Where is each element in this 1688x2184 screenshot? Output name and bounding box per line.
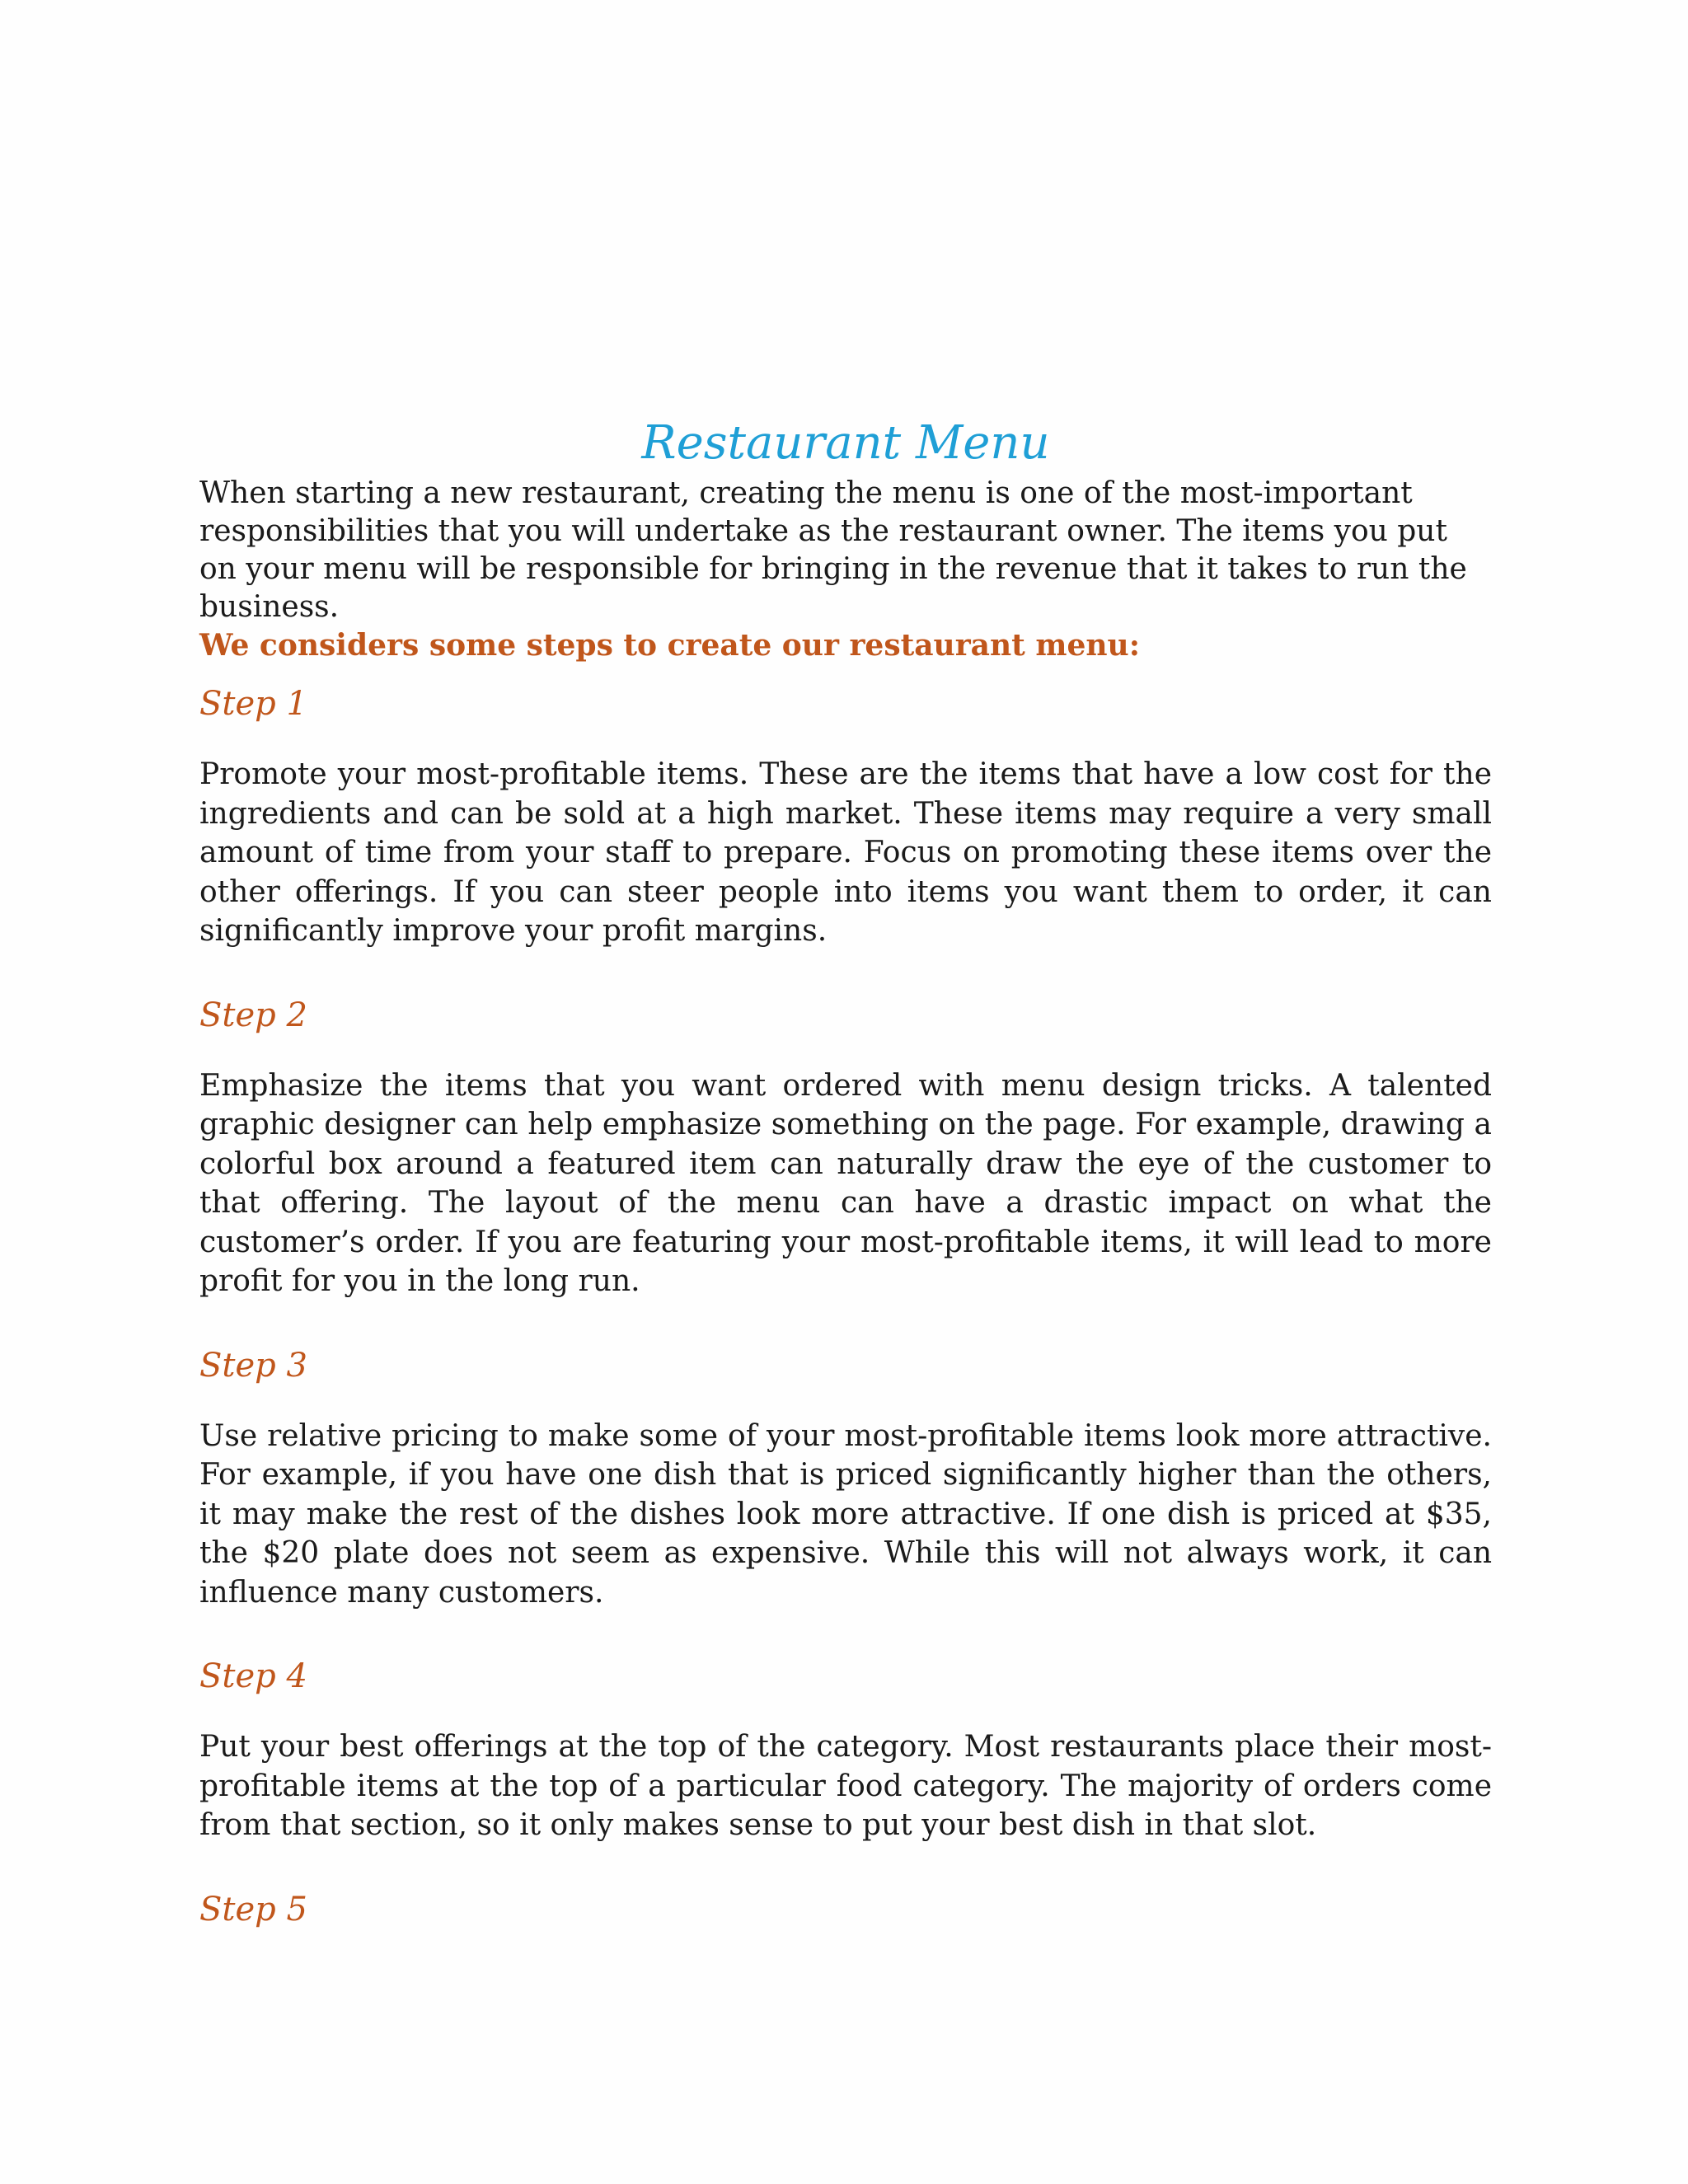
intro-paragraph: When starting a new restaurant, creating the menu is one of the most-important responsibilities that you will undertake as the restaurant owner. The items you put on your menu will be responsible for bringing in the revenue that it takes to run the business.	[199, 476, 1467, 624]
step-section-4	[199, 1653, 1492, 1845]
document-content	[199, 412, 1492, 1961]
step-text: Emphasize the items that you want ordered with menu design tricks. A talented graphic designer can help emphasize something on the page. For example, drawing a colorful box around a featured item can naturally draw the eye of the customer to that offering. The layout of the menu can have a drastic impact on what the customer’s order. If you are featuring your most-profitable items, it will lead to more profit for you in the long run.	[199, 1068, 1492, 1298]
step-heading: Step 2	[199, 996, 307, 1034]
steps-subheading: We considers some steps to create our restaurant menu:	[199, 628, 1140, 663]
step-text: Put your best offerings at the top of the category. Most restaurants place their most-profitable items at the top of a particular food category. The majority of orders come from that section, so it only makes sense to put your best dish in that slot.	[199, 1730, 1492, 1842]
step-heading: Step 4	[199, 1657, 307, 1695]
step-section-3	[199, 1343, 1492, 1613]
step-text: Use relative pricing to make some of your most-profitable items look more attractive. For example, if you have one dish that is priced significantly higher than the others, it may make the rest of the dishes look more attractive. If one dish is priced at $35, the $20 plate does not seem as expensive. While this will not always work, it can influence many customers.	[199, 1418, 1492, 1610]
step-heading: Step 5	[199, 1890, 307, 1929]
step-heading: Step 1	[199, 685, 307, 723]
step-section-1	[199, 681, 1492, 951]
step-text: Promote your most-profitable items. These are the items that have a low cost for the ingredients and can be sold at a high market. These items may require a very small amount of time from your staff to prepare. Focus on promoting these items over the other offerings. If you can steer people into items you want them to order, it can significantly improve your profit margins.	[199, 757, 1492, 948]
step-section-5	[199, 1886, 1492, 1933]
step-section-2	[199, 992, 1492, 1301]
step-heading: Step 3	[199, 1346, 307, 1385]
document-title: Restaurant Menu	[641, 416, 1050, 470]
